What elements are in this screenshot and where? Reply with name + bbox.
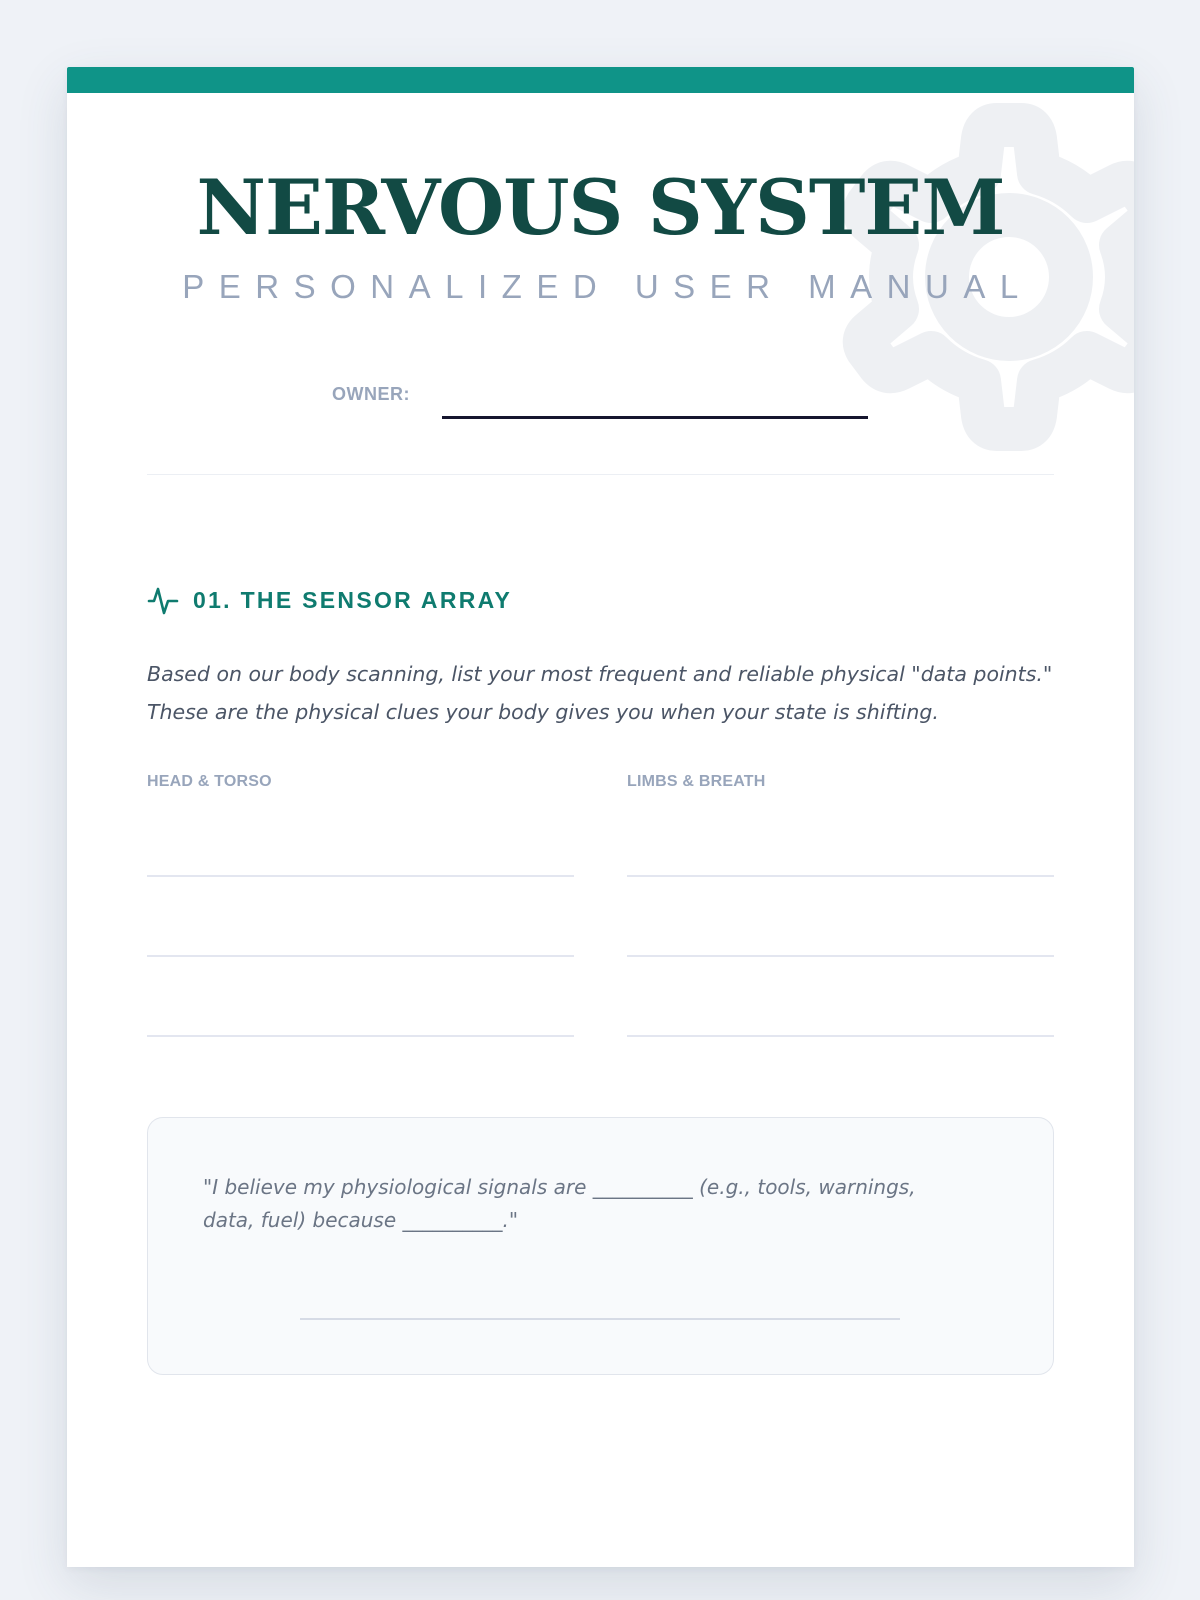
page-title: NERVOUS SYSTEM [196, 163, 1005, 252]
head-torso-entry-1[interactable] [147, 875, 574, 877]
head-torso-entry-2[interactable] [147, 955, 574, 957]
reflection-prompt: "I believe my physiological signals are __________ (e.g., tools, warnings, data, fuel) because __________." [203, 1175, 916, 1232]
reflection-answer-field[interactable] [300, 1318, 900, 1320]
owner-label: OWNER: [332, 384, 410, 404]
limbs-breath-entry-1[interactable] [627, 875, 1054, 877]
page-subtitle: PERSONALIZED USER MANUAL [182, 268, 1033, 305]
column-label-limbs-breath: LIMBS & BREATH [627, 773, 766, 790]
limbs-breath-entry-2[interactable] [627, 955, 1054, 957]
section-intro: Based on our body scanning, list your most frequent and reliable physical "data points." These are the physical clues your body gives you when your state is shifting. [147, 662, 1053, 724]
section-title: 01. THE SENSOR ARRAY [193, 586, 513, 613]
worksheet-page [67, 67, 1134, 1567]
reflection-box [147, 1117, 1054, 1375]
header-divider [147, 474, 1054, 475]
owner-field[interactable] [442, 416, 868, 419]
head-torso-entry-3[interactable] [147, 1035, 574, 1037]
pulse-icon [147, 584, 179, 616]
column-label-head-torso: HEAD & TORSO [147, 773, 272, 790]
section-header [147, 582, 512, 618]
limbs-breath-entry-3[interactable] [627, 1035, 1054, 1037]
